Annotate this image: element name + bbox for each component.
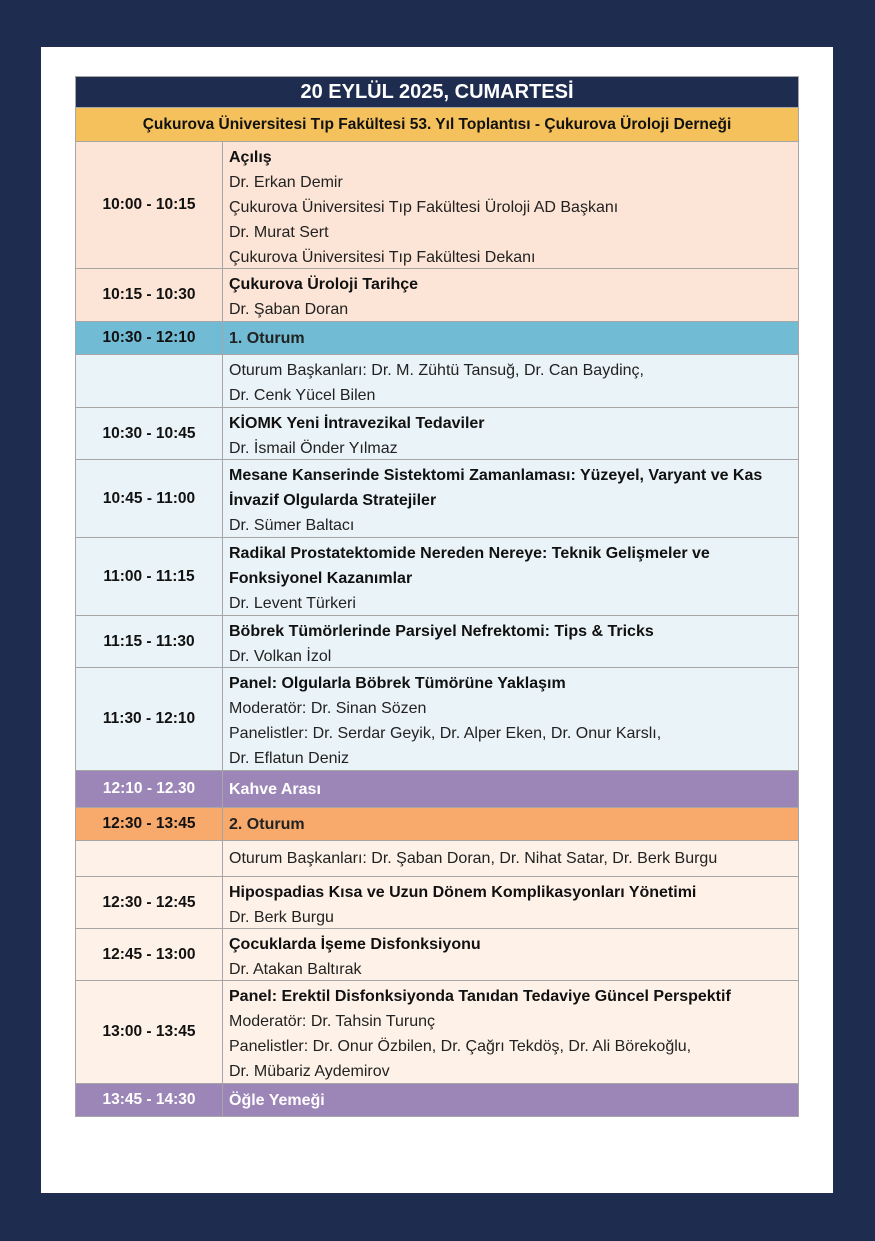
session-content: [223, 460, 798, 537]
time-slot: 13:00 - 13:45: [76, 981, 223, 1083]
schedule-row: [75, 460, 799, 538]
break-title: Öğle Yemeği: [229, 1091, 325, 1109]
chairs-line: Dr. Cenk Yücel Bilen: [229, 387, 376, 404]
speaker-line: Dr. Murat Sert: [229, 224, 329, 241]
organization-header: Çukurova Üniversitesi Tıp Fakültesi 53. Yıl Toplantısı - Çukurova Üroloji Derneği: [75, 108, 799, 142]
session-content: [223, 616, 798, 667]
session-header-row: [75, 808, 799, 841]
session-content: [223, 408, 798, 459]
schedule-row: [75, 929, 799, 981]
session-title: Çocuklarda İşeme Disfonksiyonu: [229, 936, 481, 953]
speaker-line: Dr. Erkan Demir: [229, 174, 343, 191]
schedule-row: [75, 877, 799, 929]
time-slot: 12:30 - 13:45: [76, 808, 223, 840]
speaker-line: Dr. Berk Burgu: [229, 909, 334, 926]
chairs-line: Oturum Başkanları: Dr. Şaban Doran, Dr. Nihat Satar, Dr. Berk Burgu: [229, 850, 718, 867]
time-slot: 12:10 - 12.30: [76, 771, 223, 807]
speaker-line: Çukurova Üniversitesi Tıp Fakültesi Üroloji AD Başkanı: [229, 199, 619, 216]
session-title: Böbrek Tümörlerinde Parsiyel Nefrektomi: Tips & Tricks: [229, 623, 654, 640]
time-slot: 10:45 - 11:00: [76, 460, 223, 537]
session-title: Açılış: [229, 149, 272, 166]
session-content: [223, 269, 798, 321]
break-title: Kahve Arası: [229, 780, 321, 798]
session-header-row: [75, 322, 799, 355]
time-slot: [76, 355, 223, 407]
date-header: 20 EYLÜL 2025, CUMARTESİ: [75, 76, 799, 108]
speaker-line: Dr. Sümer Baltacı: [229, 517, 355, 534]
panelists-line: Dr. Mübariz Aydemirov: [229, 1063, 390, 1080]
page: [41, 47, 833, 1193]
speaker-line: Dr. Atakan Baltırak: [229, 961, 362, 978]
session-title: Panel: Olgularla Böbrek Tümörüne Yaklaşım: [229, 675, 566, 692]
speaker-line: Dr. Volkan İzol: [229, 648, 332, 665]
session-title: 1. Oturum: [229, 329, 305, 347]
session-title: Mesane Kanserinde Sistektomi Zamanlaması: Yüzeyel, Varyant ve Kas İnvazif Olgularda Stratejiler: [229, 467, 763, 509]
speaker-line: Dr. Levent Türkeri: [229, 595, 356, 612]
panelists-line: Dr. Eflatun Deniz: [229, 750, 350, 767]
session-content: [223, 668, 798, 770]
break-row: [75, 1084, 799, 1117]
schedule-row: [75, 841, 799, 877]
session-content: [223, 538, 798, 615]
schedule-row: [75, 981, 799, 1084]
time-slot: 10:15 - 10:30: [76, 269, 223, 321]
session-content: [223, 355, 798, 407]
time-slot: 12:30 - 12:45: [76, 877, 223, 928]
speaker-line: Dr. İsmail Önder Yılmaz: [229, 440, 398, 457]
session-title: Panel: Erektil Disfonksiyonda Tanıdan Tedaviye Güncel Perspektif: [229, 988, 731, 1005]
session-content: [223, 929, 798, 980]
session-content: [223, 841, 798, 876]
schedule-row: [75, 269, 799, 322]
break-row: [75, 771, 799, 808]
moderator-line: Moderatör: Dr. Sinan Sözen: [229, 700, 427, 717]
time-slot: 10:30 - 10:45: [76, 408, 223, 459]
schedule-table: [75, 76, 799, 1117]
panelists-line: Panelistler: Dr. Onur Özbilen, Dr. Çağrı Tekdöş, Dr. Ali Börekoğlu,: [229, 1038, 692, 1055]
speaker-line: Dr. Şaban Doran: [229, 301, 349, 318]
session-title: Radikal Prostatektomide Nereden Nereye: Teknik Gelişmeler ve Fonksiyonel Kazanımlar: [229, 545, 710, 587]
time-slot: 12:45 - 13:00: [76, 929, 223, 980]
session-content: [223, 142, 798, 268]
schedule-row: [75, 355, 799, 408]
moderator-line: Moderatör: Dr. Tahsin Turunç: [229, 1013, 436, 1030]
session-title: Çukurova Üroloji Tarihçe: [229, 276, 419, 293]
speaker-line: Çukurova Üniversitesi Tıp Fakültesi Dekanı: [229, 249, 536, 266]
time-slot: 13:45 - 14:30: [76, 1084, 223, 1116]
time-slot: 10:00 - 10:15: [76, 142, 223, 268]
session-title: KİOMK Yeni İntravezikal Tedaviler: [229, 415, 485, 432]
time-slot: [76, 841, 223, 876]
session-title: Hipospadias Kısa ve Uzun Dönem Komplikasyonları Yönetimi: [229, 884, 697, 901]
time-slot: 11:00 - 11:15: [76, 538, 223, 615]
session-title: 2. Oturum: [229, 815, 305, 833]
schedule-row: [75, 538, 799, 616]
schedule-row: [75, 408, 799, 460]
chairs-line: Oturum Başkanları: Dr. M. Zühtü Tansuğ, Dr. Can Baydinç,: [229, 362, 644, 379]
time-slot: 11:15 - 11:30: [76, 616, 223, 667]
schedule-row: [75, 616, 799, 668]
time-slot: 10:30 - 12:10: [76, 322, 223, 354]
panelists-line: Panelistler: Dr. Serdar Geyik, Dr. Alper Eken, Dr. Onur Karslı,: [229, 725, 662, 742]
time-slot: 11:30 - 12:10: [76, 668, 223, 770]
session-content: [223, 981, 798, 1083]
schedule-row: [75, 668, 799, 771]
schedule-row: [75, 142, 799, 269]
session-content: [223, 877, 798, 928]
